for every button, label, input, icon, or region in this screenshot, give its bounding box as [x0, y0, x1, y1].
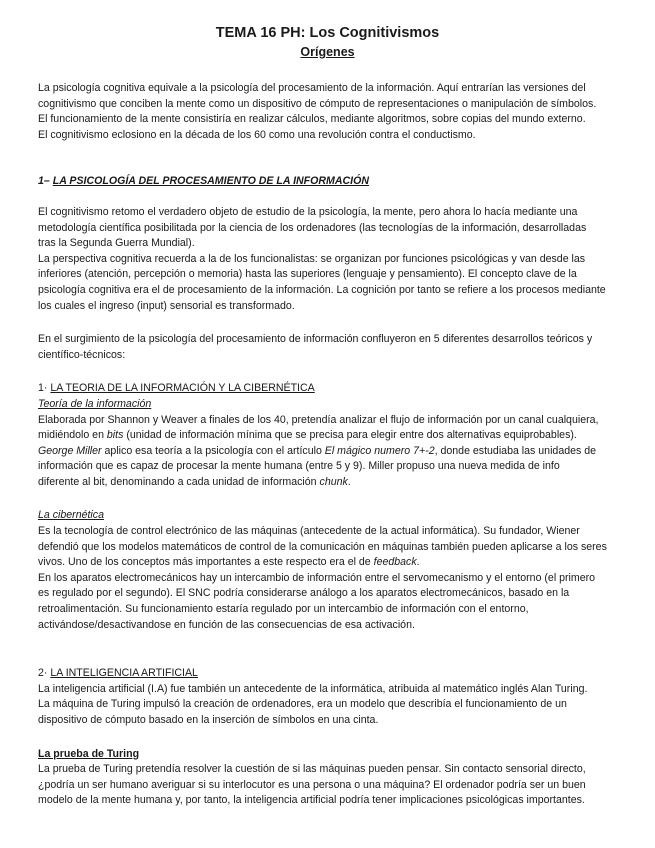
- section-1-heading: [38, 174, 617, 190]
- text-line: psicología cognitiva era el de procesamiento de la información. La cognición por tanto se refiere a los procesos mediante: [38, 283, 606, 296]
- text-line: cognitivismo que conciben la mente como un dispositivo de cómputo de representaciones o manipulación de símbolos.: [38, 97, 597, 110]
- term-feedback: feedback: [373, 556, 417, 569]
- text-line: modelo de la mente humana y, por tanto, la inteligencia artificial podría tener implicaciones psicológicas importantes.: [38, 794, 585, 807]
- text-line: dispositivo de cómputo basado en la inserción de símbolos en una cinta.: [38, 714, 379, 726]
- text-line: En los aparatos electromecánicos hay un intercambio de información entre el servomecanismo y el entorno (el primero: [38, 571, 596, 584]
- subsection-heading-text: LA INTELIGENCIA ARTIFICIAL: [50, 667, 198, 680]
- intro-paragraph: [38, 81, 617, 143]
- text-run: .: [416, 556, 420, 569]
- ai-paragraph: [38, 682, 617, 729]
- text-line: Es la tecnología de control electrónico de las máquinas (antecedente de la actual informática). Su fundador, Wiener: [38, 525, 580, 538]
- author-miller: George Miller: [38, 444, 102, 457]
- text-line: El cognitivismo eclosiono en la década de los 60 como una revolución contra el conductismo.: [38, 128, 476, 141]
- turing-test-heading: La prueba de Turing: [38, 747, 140, 760]
- article-title: El mágico numero 7+-2: [324, 444, 435, 457]
- turing-test-paragraph: [38, 762, 617, 809]
- text-line: es regulado por el segundo). El SNC podría considerarse análogo a los aparatos electromecánicos, basado en la: [38, 587, 570, 600]
- text-line: [38, 428, 617, 444]
- text-line: [38, 475, 617, 491]
- text-line: inferiores (atención, percepción o memoria) hasta las superiores (lenguaje y pensamiento). El concepto clave de la: [38, 268, 577, 281]
- text-run: diferente al bit, denominando a cada unidad de información: [38, 475, 320, 488]
- text-line: La inteligencia artificial (I.A) fue también un antecedente de la informática, atribuida al matemático inglés Alan Turing.: [38, 682, 588, 695]
- text-run: , donde estudiaba las unidades de: [434, 444, 597, 457]
- text-line: defendió que los modelos matemáticos de control de la comunicación en máquinas también pueden aplicarse a los seres: [38, 540, 607, 553]
- section-1-paragraph-2: [38, 252, 617, 314]
- text-line: La perspectiva cognitiva recuerda a la de los funcionalistas: se organizan por funciones psicológicas y van desde las: [38, 252, 586, 265]
- text-line: ¿podría un ser humano averiguar si su interlocutor es una persona o una máquina? El ordenador podría ser un buen: [38, 778, 586, 791]
- text-line: Elaborada por Shannon y Weaver a finales de los 40, pretendía analizar el flujo de información por un canal cualquiera,: [38, 413, 599, 426]
- text-line: El funcionamiento de la mente consistiría en realizar cálculos, mediante algoritmos, sobre copias del mundo externo.: [38, 113, 586, 126]
- text-run: aplico esa teoría a la psicología con el artículo: [101, 444, 325, 457]
- cybernetics-paragraph-1: [38, 524, 617, 571]
- text-line: La prueba de Turing pretendía resolver la cuestión de si las máquinas pueden pensar. Sin contacto sensorial directo,: [38, 763, 586, 776]
- section-heading-text: LA PSICOLOGÍA DEL PROCESAMIENTO DE LA INFORMACIÓN: [52, 175, 370, 188]
- term-chunk: chunk: [319, 475, 348, 488]
- text-run: vivos. Uno de los conceptos más importantes a este respecto era el de: [38, 556, 374, 569]
- text-line: retroalimentación. Su funcionamiento estaría regulado por un intercambio de información con el entorno,: [38, 603, 529, 616]
- text-line: [38, 555, 617, 571]
- cybernetics-paragraph-2: [38, 571, 617, 633]
- text-line: científico-técnicos:: [38, 348, 126, 361]
- subsection-number: 1·: [38, 382, 48, 395]
- cybernetics-heading: La cibernética: [38, 509, 104, 522]
- text-line: activándose/desactivandose en función de las consecuencias de esa activación.: [38, 618, 415, 631]
- text-line: La psicología cognitiva equivale a la psicología del procesamiento de la información. Aquí entrarían las versiones del: [38, 82, 586, 94]
- document-title: TEMA 16 PH: Los Cognitivismos: [215, 25, 440, 41]
- text-run: (unidad de información mínima que se precisa para elegir entre dos alternativas equiprobables).: [123, 429, 577, 442]
- text-line: metodología científica posibilitada por la ciencia de los ordenadores (las tecnologías de la información, desarrolladas: [38, 221, 587, 234]
- text-line: información que es capaz de procesar la mente humana (entre 5 y 9). Miller propuso una nueva medida de info: [38, 460, 560, 473]
- text-run: .: [347, 475, 351, 488]
- theory-paragraph: [38, 413, 617, 491]
- text-line: [38, 444, 617, 460]
- subsection-2-heading: [38, 666, 617, 682]
- subsection-heading-text: LA TEORIA DE LA INFORMACIÓN Y LA CIBERNÉTICA: [50, 382, 315, 395]
- section-number: 1–: [38, 175, 50, 188]
- document-subtitle: Orígenes: [300, 45, 355, 59]
- text-line: El cognitivismo retomo el verdadero objeto de estudio de la psicología, la mente, pero ahora lo hacía mediante una: [38, 205, 578, 218]
- subsection-1-heading: [38, 381, 617, 397]
- text-line: tras la Segunda Guerra Mundial).: [38, 237, 195, 250]
- term-bits: bits: [106, 429, 124, 442]
- text-run: midiéndolo en: [38, 429, 107, 442]
- theory-heading: Teoría de la información: [38, 397, 152, 410]
- text-line: los cuales el ingreso (input) sensorial es transformado.: [38, 299, 295, 312]
- text-line: En el surgimiento de la psicología del procesamiento de información confluyeron en 5 diferentes desarrollos teóricos y: [38, 333, 593, 346]
- text-line: La máquina de Turing impulsó la creación de ordenadores, era un modelo que describía el funcionamiento de un: [38, 698, 567, 711]
- section-1-paragraph-3: [38, 332, 617, 363]
- section-1-paragraph-1: [38, 205, 617, 252]
- subsection-number: 2·: [38, 667, 48, 680]
